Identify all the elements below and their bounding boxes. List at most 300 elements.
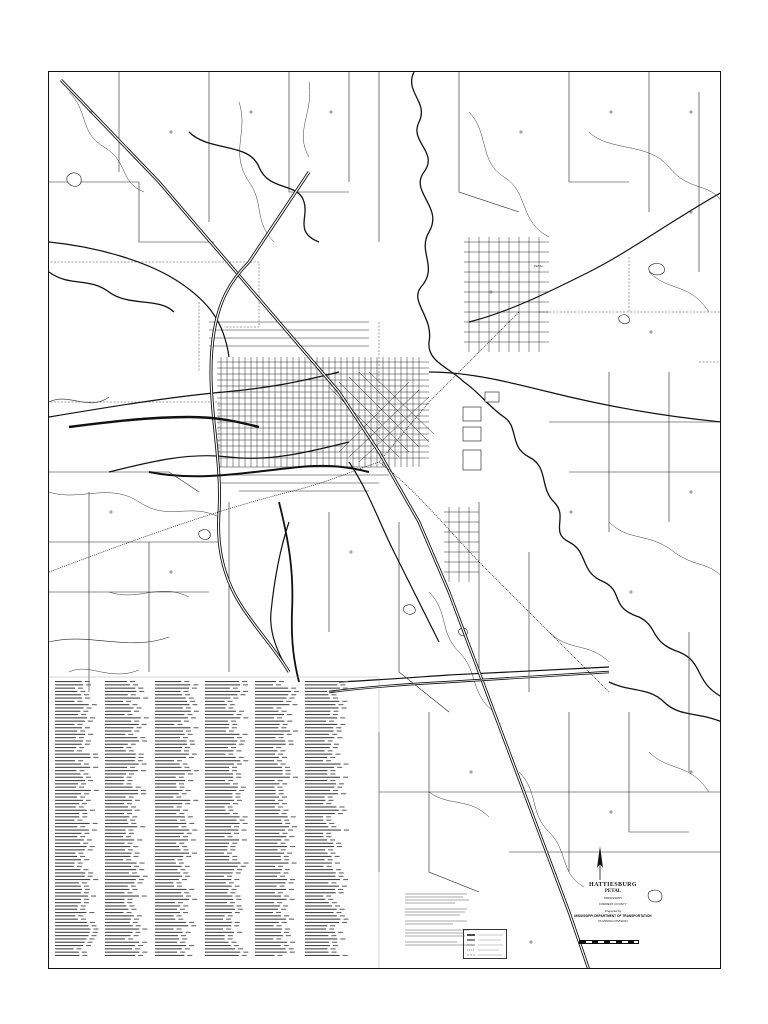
- street-index-grid-ref: [131, 694, 136, 695]
- street-index-grid-ref: [185, 876, 190, 877]
- street-index-entry: [155, 820, 177, 821]
- street-index-grid-ref: [234, 945, 239, 946]
- street-index-entry: [305, 691, 327, 692]
- street-index-grid-ref: [237, 737, 242, 738]
- street-index-grid-ref: [337, 737, 342, 738]
- street-index-entry: [305, 747, 330, 748]
- street-index-entry: [305, 816, 323, 817]
- street-index-entry: [55, 717, 87, 718]
- street-index-grid-ref: [330, 948, 335, 949]
- street-index-grid-ref: [139, 757, 144, 758]
- street-index-entry: [205, 681, 239, 682]
- street-index-entry: [205, 737, 234, 738]
- street-index-grid-ref: [80, 797, 85, 798]
- street-index-grid-ref: [78, 915, 83, 916]
- street-index-grid-ref: [282, 711, 287, 712]
- street-index-grid-ref: [84, 764, 89, 765]
- street-index-entry: [205, 727, 229, 728]
- street-index-grid-ref: [278, 955, 283, 956]
- street-index-entry: [155, 929, 174, 930]
- street-index-grid-ref: [230, 892, 235, 893]
- street-index-grid-ref: [127, 892, 132, 893]
- street-index-grid-ref: [228, 806, 233, 807]
- street-index-grid-ref: [328, 849, 333, 850]
- street-index-entry: [205, 704, 227, 705]
- street-index-entry: [205, 889, 229, 890]
- street-index-entry: [55, 740, 83, 741]
- street-index-entry: [155, 688, 189, 689]
- street-index-grid-ref: [80, 731, 85, 732]
- street-index-entry: [255, 945, 281, 946]
- street-index-grid-ref: [228, 915, 233, 916]
- street-index-entry: [205, 740, 237, 741]
- street-index-entry: [205, 925, 231, 926]
- street-index-entry: [255, 694, 288, 695]
- street-index-entry: [155, 925, 188, 926]
- street-index-entry: [255, 942, 287, 943]
- street-index-entry: [255, 717, 274, 718]
- street-index-grid-ref: [280, 876, 285, 877]
- street-index-grid-ref: [142, 724, 147, 725]
- map-title: HATTIESBURG: [589, 882, 637, 888]
- street-index-grid-ref: [129, 773, 134, 774]
- street-index-grid-ref: [186, 856, 191, 857]
- street-index-entry: [255, 899, 287, 900]
- street-index-grid-ref: [233, 813, 238, 814]
- street-index-grid-ref: [84, 899, 89, 900]
- street-index-grid-ref: [128, 734, 133, 735]
- state-highways: [49, 192, 721, 682]
- street-index-grid-ref: [189, 889, 194, 890]
- street-index-grid-ref: [287, 714, 292, 715]
- street-index-entry: [155, 945, 186, 946]
- street-index-grid-ref: [337, 731, 342, 732]
- street-index-grid-ref: [128, 830, 133, 831]
- street-index-entry: [305, 737, 334, 738]
- street-index-entry: [205, 770, 229, 771]
- street-index-grid-ref: [330, 925, 335, 926]
- street-index-entry: [205, 915, 225, 916]
- street-index-grid-ref: [176, 882, 181, 883]
- street-index-grid-ref: [86, 777, 91, 778]
- street-index-entry: [55, 823, 90, 824]
- street-index-grid-ref: [88, 780, 93, 781]
- street-index-grid-ref: [288, 830, 293, 831]
- street-index-entry: [155, 727, 191, 728]
- street-index-entry: [105, 925, 133, 926]
- street-index-grid-ref: [183, 810, 188, 811]
- street-index-grid-ref: [240, 820, 245, 821]
- street-index-grid-ref: [177, 886, 182, 887]
- street-index-entry: [305, 714, 330, 715]
- street-index-entry: [105, 684, 130, 685]
- street-index-grid-ref: [81, 714, 86, 715]
- street-index-grid-ref: [328, 750, 333, 751]
- street-index-grid-ref: [184, 681, 189, 682]
- street-index-grid-ref: [178, 919, 183, 920]
- street-index-entry: [255, 839, 281, 840]
- street-index-entry: [205, 724, 229, 725]
- street-index-entry: [305, 790, 330, 791]
- street-index-entry: [205, 919, 223, 920]
- street-index-grid-ref: [342, 707, 347, 708]
- street-index-entry: [205, 866, 238, 867]
- street-index-entry: [155, 938, 179, 939]
- street-index-grid-ref: [234, 879, 239, 880]
- street-index-entry: [305, 757, 327, 758]
- street-index-entry: [105, 886, 128, 887]
- street-index-entry: [155, 694, 182, 695]
- street-index-grid-ref: [340, 909, 345, 910]
- street-index-entry: [55, 760, 75, 761]
- street-index-entry: [155, 698, 186, 699]
- street-index-entry: [205, 849, 227, 850]
- street-index-grid-ref: [76, 948, 81, 949]
- street-index-grid-ref: [243, 691, 248, 692]
- scale-bar: [579, 940, 639, 944]
- street-index-entry: [205, 688, 230, 689]
- street-index-entry: [55, 866, 74, 867]
- street-index-entry: [305, 780, 327, 781]
- street-index-entry: [305, 830, 341, 831]
- street-index-entry: [155, 806, 174, 807]
- street-index-entry: [305, 932, 335, 933]
- street-index-entry: [305, 806, 336, 807]
- street-index-grid-ref: [230, 704, 235, 705]
- street-index-entry: [255, 816, 288, 817]
- notes-text-lines: [405, 892, 471, 952]
- street-index-grid-ref: [87, 839, 92, 840]
- street-index-grid-ref: [177, 915, 182, 916]
- street-index-entry: [105, 820, 127, 821]
- street-index-entry: [255, 932, 281, 933]
- street-index-entry: [105, 856, 130, 857]
- map-legend: [463, 929, 507, 959]
- street-index-entry: [205, 797, 232, 798]
- street-index-entry: [205, 948, 235, 949]
- street-index-entry: [155, 886, 174, 887]
- street-index-grid-ref: [86, 945, 91, 946]
- street-index-grid-ref: [294, 691, 299, 692]
- street-index-grid-ref: [328, 740, 333, 741]
- street-index-entry: [155, 721, 181, 722]
- street-index-grid-ref: [226, 919, 231, 920]
- street-index-entry: [205, 856, 229, 857]
- street-index-entry: [105, 836, 123, 837]
- street-index-grid-ref: [189, 823, 194, 824]
- street-index-grid-ref: [189, 945, 194, 946]
- map-state: MISSISSIPPI: [604, 896, 622, 900]
- street-index-entry: [155, 932, 183, 933]
- street-index-grid-ref: [93, 757, 98, 758]
- street-index-entry: [205, 899, 233, 900]
- street-index-entry: [205, 846, 227, 847]
- street-index-entry: [155, 833, 184, 834]
- street-index-entry: [255, 843, 278, 844]
- street-index-grid-ref: [331, 694, 336, 695]
- map-frame[interactable]: [48, 71, 721, 969]
- street-index-grid-ref: [182, 879, 187, 880]
- street-index-entry: [255, 866, 275, 867]
- street-index-entry: [205, 823, 240, 824]
- street-index-grid-ref: [335, 905, 340, 906]
- street-index-entry: [55, 681, 82, 682]
- street-index-grid-ref: [141, 770, 146, 771]
- street-index-entry: [155, 704, 189, 705]
- street-index-grid-ref: [231, 942, 236, 943]
- street-index-grid-ref: [177, 760, 182, 761]
- street-index-grid-ref: [281, 909, 286, 910]
- street-index-grid-ref: [237, 932, 242, 933]
- street-index-grid-ref: [128, 714, 133, 715]
- street-index-entry: [55, 839, 84, 840]
- street-index-entry: [305, 740, 325, 741]
- street-index-grid-ref: [292, 863, 297, 864]
- street-index-entry: [205, 922, 232, 923]
- street-index-entry: [105, 806, 128, 807]
- street-index-entry: [155, 889, 186, 890]
- street-index-grid-ref: [133, 856, 138, 857]
- street-index-grid-ref: [190, 740, 195, 741]
- street-index-entry: [55, 929, 90, 930]
- street-index-entry: [305, 754, 332, 755]
- street-index-entry: [305, 856, 332, 857]
- street-index-entry: [255, 915, 281, 916]
- street-index-entry: [105, 952, 139, 953]
- street-index-entry: [55, 945, 83, 946]
- street-index-grid-ref: [128, 849, 133, 850]
- street-index-entry: [55, 853, 75, 854]
- street-index-entry: [255, 727, 278, 728]
- street-index-grid-ref: [243, 717, 248, 718]
- street-index-grid-ref: [284, 820, 289, 821]
- street-index-grid-ref: [131, 806, 136, 807]
- street-index-entry: [255, 892, 275, 893]
- street-index-entry: [155, 701, 187, 702]
- street-index-grid-ref: [183, 912, 188, 913]
- street-index-grid-ref: [289, 889, 294, 890]
- street-index-grid-ref: [87, 707, 92, 708]
- street-index-entry: [105, 760, 135, 761]
- street-index-entry: [255, 905, 280, 906]
- street-index-grid-ref: [228, 938, 233, 939]
- street-index-entry: [55, 691, 77, 692]
- street-index-grid-ref: [179, 783, 184, 784]
- street-index-entry: [255, 793, 276, 794]
- street-index-entry: [105, 863, 137, 864]
- street-index-grid-ref: [127, 899, 132, 900]
- street-index-grid-ref: [330, 757, 335, 758]
- street-index-grid-ref: [332, 942, 337, 943]
- street-index-grid-ref: [340, 684, 345, 685]
- street-index-grid-ref: [141, 793, 146, 794]
- street-index-grid-ref: [234, 925, 239, 926]
- street-index-entry: [305, 886, 339, 887]
- street-index-grid-ref: [183, 872, 188, 873]
- street-index-entry: [155, 899, 189, 900]
- street-index-grid-ref: [190, 701, 195, 702]
- street-index-entry: [155, 955, 184, 956]
- street-index-grid-ref: [137, 839, 142, 840]
- street-index-entry: [255, 704, 289, 705]
- street-index-grid-ref: [228, 701, 233, 702]
- street-index-grid-ref: [192, 704, 197, 705]
- street-index-entry: [205, 863, 241, 864]
- street-index-grid-ref: [232, 856, 237, 857]
- street-index-grid-ref: [132, 704, 137, 705]
- street-index-entry: [55, 833, 81, 834]
- street-index-entry: [155, 843, 176, 844]
- street-index-entry: [155, 919, 175, 920]
- street-index-entry: [55, 800, 83, 801]
- street-index-entry: [255, 863, 289, 864]
- street-index-grid-ref: [228, 754, 233, 755]
- street-index-grid-ref: [126, 747, 131, 748]
- street-index-grid-ref: [84, 694, 89, 695]
- street-index-entry: [105, 707, 134, 708]
- street-index-entry: [305, 902, 329, 903]
- street-index-entry: [205, 734, 240, 735]
- street-index-grid-ref: [192, 754, 197, 755]
- street-index-grid-ref: [276, 707, 281, 708]
- street-index-entry: [105, 889, 129, 890]
- street-index-grid-ref: [343, 681, 348, 682]
- street-index-entry: [305, 707, 339, 708]
- street-index-entry: [155, 830, 189, 831]
- street-index-entry: [105, 909, 128, 910]
- street-index-grid-ref: [287, 734, 292, 735]
- street-index-entry: [205, 892, 227, 893]
- street-index-entry: [255, 810, 280, 811]
- street-index-grid-ref: [329, 823, 334, 824]
- street-index-entry: [55, 899, 81, 900]
- street-index-grid-ref: [83, 711, 88, 712]
- street-index-entry: [305, 836, 323, 837]
- street-index-grid-ref: [282, 783, 287, 784]
- street-index-grid-ref: [129, 833, 134, 834]
- street-index-entry: [255, 948, 286, 949]
- street-index-entry: [205, 790, 236, 791]
- street-index-grid-ref: [177, 724, 182, 725]
- street-index-entry: [305, 925, 327, 926]
- street-index-grid-ref: [88, 734, 93, 735]
- street-index-grid-ref: [238, 909, 243, 910]
- street-index-entry: [155, 826, 178, 827]
- street-index-grid-ref: [90, 846, 95, 847]
- street-index-entry: [305, 922, 339, 923]
- street-index-grid-ref: [88, 876, 93, 877]
- street-index-grid-ref: [186, 896, 191, 897]
- street-index-entry: [105, 744, 128, 745]
- street-index-grid-ref: [278, 892, 283, 893]
- street-index-entry: [205, 707, 225, 708]
- street-index-grid-ref: [180, 942, 185, 943]
- street-index-entry: [305, 938, 337, 939]
- street-index-entry: [305, 803, 323, 804]
- street-index-entry: [255, 740, 285, 741]
- street-index-grid-ref: [135, 800, 140, 801]
- street-index-entry: [105, 919, 131, 920]
- street-index-entry: [155, 724, 174, 725]
- street-index-grid-ref: [340, 724, 345, 725]
- street-index-grid-ref: [127, 803, 132, 804]
- place-label-petal: PETAL: [534, 264, 544, 268]
- street-index-grid-ref: [140, 737, 145, 738]
- street-index-entry: [55, 684, 83, 685]
- street-index-entry: [305, 899, 325, 900]
- street-index-entry: [205, 698, 230, 699]
- street-index-grid-ref: [183, 905, 188, 906]
- street-index-entry: [105, 711, 131, 712]
- street-index-grid-ref: [339, 872, 344, 873]
- street-index-grid-ref: [192, 853, 197, 854]
- street-index-entry: [305, 869, 333, 870]
- street-index-grid-ref: [84, 833, 89, 834]
- street-index-grid-ref: [129, 905, 134, 906]
- street-index-entry: [55, 948, 73, 949]
- street-index-grid-ref: [284, 915, 289, 916]
- street-index-entry: [255, 684, 273, 685]
- street-index-grid-ref: [283, 810, 288, 811]
- street-index-entry: [305, 889, 335, 890]
- street-index-grid-ref: [335, 856, 340, 857]
- street-index-grid-ref: [85, 727, 90, 728]
- street-index-grid-ref: [336, 912, 341, 913]
- street-index-grid-ref: [140, 863, 145, 864]
- street-index-grid-ref: [126, 783, 131, 784]
- street-index-grid-ref: [326, 820, 331, 821]
- street-index-grid-ref: [326, 816, 331, 817]
- street-index-grid-ref: [134, 711, 139, 712]
- street-index-grid-ref: [343, 955, 348, 956]
- street-index-entry: [305, 952, 329, 953]
- street-index-grid-ref: [188, 734, 193, 735]
- street-index-grid-ref: [326, 760, 331, 761]
- street-index-grid-ref: [180, 820, 185, 821]
- street-index-grid-ref: [142, 896, 147, 897]
- street-index-entry: [55, 707, 84, 708]
- legend-lines: [465, 931, 507, 959]
- street-index-entry: [255, 714, 284, 715]
- street-index-entry: [55, 849, 85, 850]
- street-index-entry: [155, 800, 190, 801]
- street-index-grid-ref: [189, 698, 194, 699]
- street-index-grid-ref: [339, 892, 344, 893]
- street-index-entry: [205, 767, 229, 768]
- street-index-entry: [255, 912, 273, 913]
- street-index-grid-ref: [236, 773, 241, 774]
- street-index-entry: [205, 757, 236, 758]
- street-index-entry: [55, 886, 81, 887]
- street-index-grid-ref: [328, 859, 333, 860]
- street-index-entry: [155, 935, 178, 936]
- street-index-entry: [105, 879, 136, 880]
- street-index-grid-ref: [82, 816, 87, 817]
- street-index-grid-ref: [242, 681, 247, 682]
- street-index-grid-ref: [187, 833, 192, 834]
- street-index-grid-ref: [80, 909, 85, 910]
- street-index-grid-ref: [276, 684, 281, 685]
- street-index-entry: [155, 856, 183, 857]
- street-index-entry: [305, 750, 325, 751]
- street-index-entry: [105, 793, 138, 794]
- street-index-entry: [105, 912, 124, 913]
- street-index-grid-ref: [178, 859, 183, 860]
- street-index-grid-ref: [130, 820, 135, 821]
- street-index-grid-ref: [139, 754, 144, 755]
- street-index-grid-ref: [278, 754, 283, 755]
- street-index-entry: [155, 744, 187, 745]
